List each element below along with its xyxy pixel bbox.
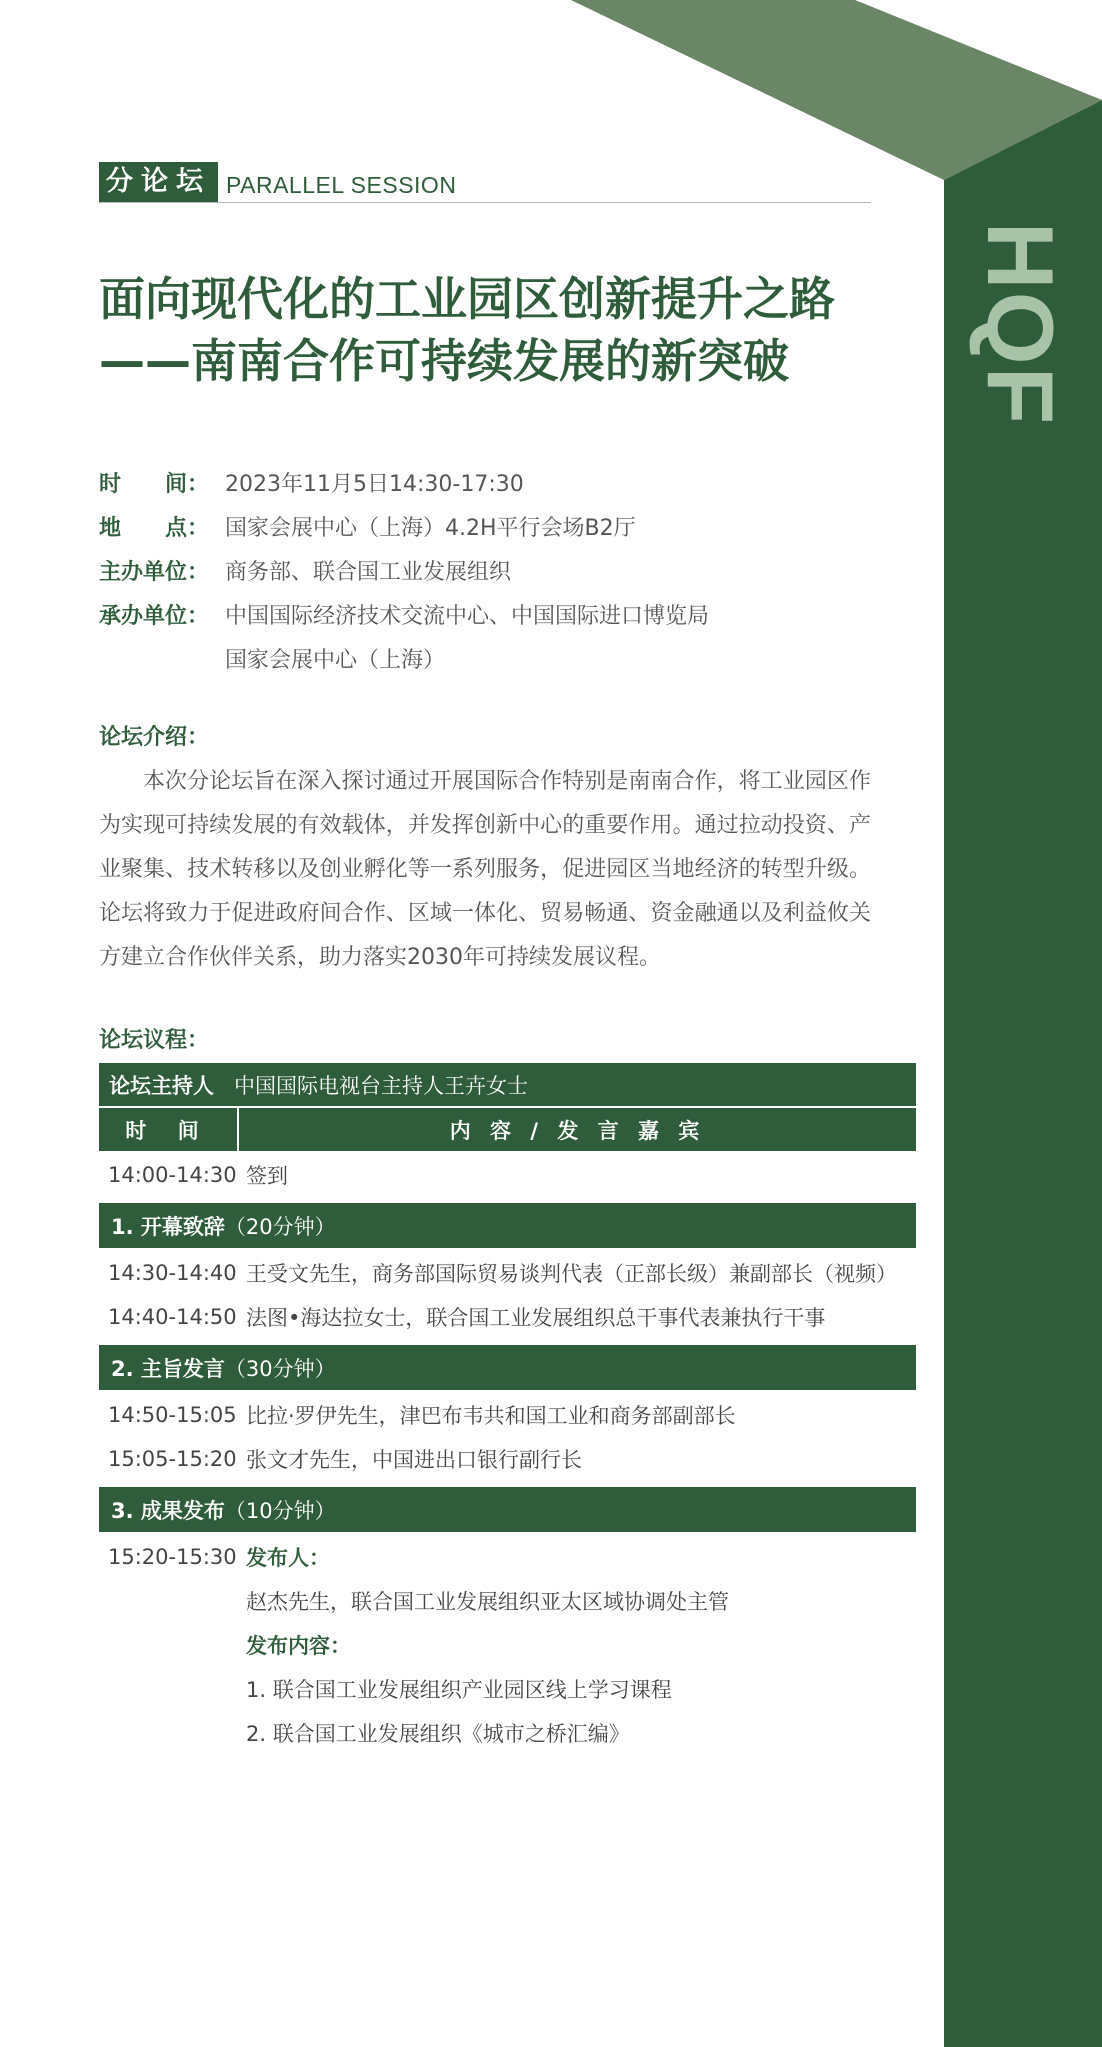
section-bar-release [99,1487,916,1532]
table-row [99,1393,916,1437]
info-value: 国家会展中心（上海）4.2H平行会场B2厅 [225,516,636,541]
row-text: 签到 [246,1164,288,1188]
row-time: 14:00-14:30 [108,1163,237,1187]
table-row [99,1711,916,1755]
page-title [99,268,919,392]
info-value: 国家会展中心（上海） [225,648,446,673]
info-label: 时 间： [99,472,210,497]
table-row [99,1667,916,1711]
title-line-1: 面向现代化的工业园区创新提升之路 [99,272,835,326]
section-duration: （30分钟） [224,1356,336,1381]
col-time-header: 时 间 [99,1108,237,1151]
section-duration: （20分钟） [224,1214,336,1239]
row-text: 比拉·罗伊先生，津巴布韦共和国工业和商务部副部长 [246,1404,736,1428]
section-bar-opening [99,1203,916,1248]
intro-heading: 论坛介绍： [99,725,210,750]
intro-text: 本次分论坛旨在深入探讨通过开展国际合作特别是南南合作，将工业园区作为实现可持续发展的有效载体，并发挥创新中心的重要作用。通过拉动投资、产业聚集、技术转移以及创业孵化等一系列服务，促进园区当地经济的转型升级。论坛将致力于促进政府间合作、区域一体化、贸易畅通、资金融通以及利益攸关方建立合作伙伴关系，助力落实2030年可持续发展议程。 [99,769,871,970]
info-label: 主办单位： [99,560,210,585]
publisher-label: 发布人： [246,1546,330,1570]
info-label [99,639,225,683]
publisher-text: 赵杰先生，联合国工业发展组织亚太区域协调处主管 [246,1590,729,1614]
table-row [99,1251,916,1295]
host-value: 中国国际电视台主持人王卉女士 [234,1073,528,1098]
row-time: 14:40-14:50 [108,1305,237,1329]
session-header [99,162,871,203]
section-bar-keynote [99,1345,916,1390]
info-row-organizer-2 [99,639,919,683]
row-time: 15:20-15:30 [108,1545,237,1569]
title-line-2: ——南南合作可持续发展的新突破 [99,334,789,388]
row-time: 14:50-15:05 [108,1403,237,1427]
table-row [99,1579,916,1623]
info-label: 地 点： [99,516,210,541]
row-time: 15:05-15:20 [108,1447,237,1471]
host-bar [99,1063,916,1106]
section-duration: （10分钟） [224,1498,336,1523]
row-text: 张文才先生，中国进出口银行副行长 [246,1448,582,1472]
info-value: 中国国际经济技术交流中心、中国国际进口博览局 [225,604,710,629]
agenda-table [99,1063,916,1755]
info-row-organizer [99,595,919,639]
table-row [99,1153,916,1197]
host-label: 论坛主持人 [109,1073,214,1098]
session-badge: 分论坛 [99,162,218,202]
table-row [99,1535,916,1579]
info-row-venue [99,507,919,551]
event-info [99,463,919,683]
row-text: 法图•海达拉女士，联合国工业发展组织总干事代表兼执行干事 [246,1306,826,1330]
release-item: 2. 联合国工业发展组织《城市之桥汇编》 [246,1722,630,1746]
agenda-heading: 论坛议程： [99,1028,210,1053]
info-value: 商务部、联合国工业发展组织 [225,560,512,585]
table-row [99,1623,916,1667]
info-value: 2023年11月5日14:30-17:30 [225,472,524,497]
section-name: 2. 主旨发言 [111,1356,225,1381]
info-row-time [99,463,919,507]
info-row-host [99,551,919,595]
table-header [99,1108,916,1151]
info-label: 承办单位： [99,604,210,629]
section-name: 1. 开幕致辞 [111,1214,225,1239]
col-content-header: 内 容 / 发 言 嘉 宾 [239,1108,916,1151]
side-logo-text: HQF [968,221,1073,427]
content-label: 发布内容： [246,1634,351,1658]
table-row [99,1295,916,1339]
table-row [99,1437,916,1481]
section-name: 3. 成果发布 [111,1498,225,1523]
row-time: 14:30-14:40 [108,1261,237,1285]
row-text: 王受文先生，商务部国际贸易谈判代表（正部长级）兼副部长（视频） [246,1262,897,1286]
release-item: 1. 联合国工业发展组织产业园区线上学习课程 [246,1678,672,1702]
session-english: PARALLEL SESSION [226,172,457,198]
